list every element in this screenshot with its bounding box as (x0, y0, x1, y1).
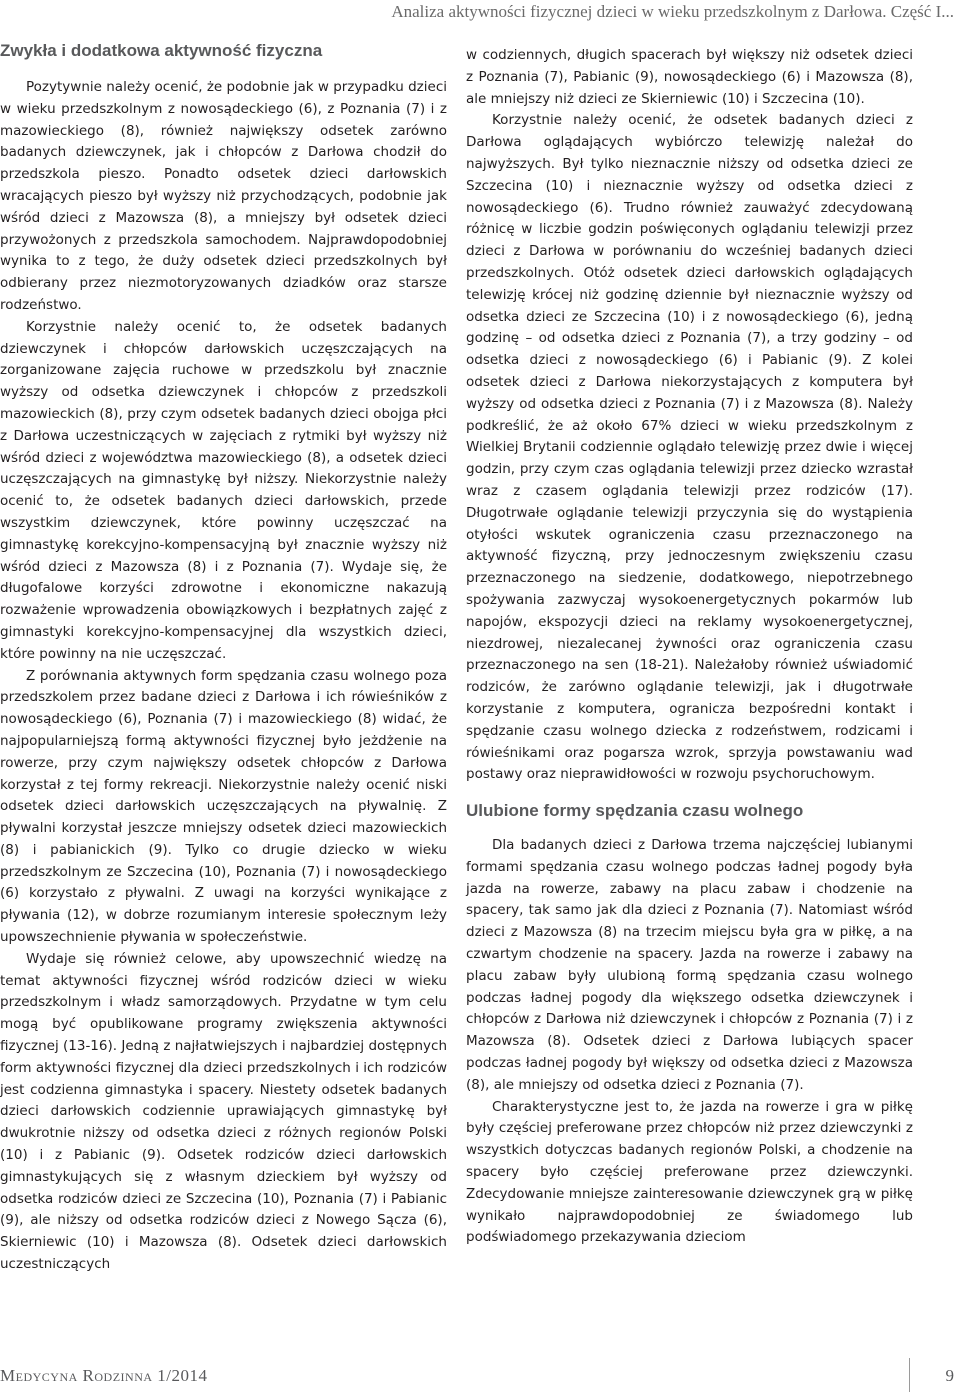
footer-divider (909, 1358, 910, 1392)
section-heading-activity: Zwykła i dodatkowa aktywność fizyczna (0, 41, 323, 60)
paragraph: w codziennych, długich spacerach był większy niż odsetek dzieci z Poznania (7), Pabianic (9), nowosądeckiego (6) i Mazowsza (8), ale mniejszy niż dzieci ze Skierniewic (10) i Szczecina (10). (466, 47, 913, 107)
paragraph: Wydaje się również celowe, aby upowszechnić wiedzę na temat aktywności fizycznej wśród rodziców dzieci w wieku przedszkolnym i władz samorządowych. Przydatne w tym celu mogą być opublikowane programy zwiększenia aktywności fizycznej (13-16). Jedną z najłatwiejszych i najbardziej dostępnych form aktywności fizycznej dla dzieci przedszkolnych i ich rodziców jest codzienna gimnastyka i spacery. Niestety odsetek badanych dzieci darłowskich codziennie uprawiających gimnastykę był dwukrotnie niższy od odsetka dzieci z różnych regionów Polski (10) i z Pabianic (9). Odsetek rodziców dzieci darłowskich gimnastykujących się z własnym dzieckiem był wyższy od odsetka rodziców dzieci ze Szczecina (10), Poznania (7) i Pabianic (9), ale niższy od odsetka rodziców dzieci z Nowego Sącza (6), Skierniewic (10) i Mazowsza (8). Odsetek dzieci darłowskich uczestniczących (0, 950, 447, 1273)
paragraph: Korzystnie należy ocenić, że odsetek badanych dzieci z Darłowa oglądających wybiórczo telewizję należał do najwyższych. Był tylko nieznacznie niższy od odsetka dzieci ze Szczecina (10) i nieznacznie wyższy od odsetka dzieci z nowosądeckiego (6). Trudno również zauważyć zdecydowaną różnicę w liczbie godzin poświęconych oglądaniu telewizji przez dzieci z Darłowa w porównaniu do wcześniej badanych dzieci przedszkolnych. Otóż odsetek dzieci darłowskich oglądających telewizję krócej niż godzinę dziennie był nieznacznie wyższy od odsetka dzieci ze Szczecina (10) i z nowosądeckiego (6), jedną godzinę – od odsetka dzieci z Poznania (7), a trzy godziny – od odsetka dzieci z nowosądeckiego (6) i Pabianic (9). Z kolei odsetek dzieci z Darłowa niekorzystających z komputera był wyższy od odsetka dzieci z Poznania (7) i z Mazowsza (8). Należy podkreślić, że aż około 67% dzieci w wieku przedszkolnym z Wielkiej Brytanii codziennie oglądało telewizję przez dwie i więcej godzin, przy czym czas oglądania telewizji przez dziecko wzrastał wraz z czasem oglądania telewizji przez rodziców (17). Długotrwałe oglądanie telewizji przyczynia się do wystąpienia otyłości wskutek ograniczenia czasu przeznaczonego na aktywność fizyczną, przy jednoczesnym zwiększeniu czasu przeznaczonego na siedzenie, dodatkowego, niepotrzebnego spożywania zazwyczaj wysokoenergetycznych pokarmów lub napojów, ekspozycji dzieci na reklamy wysokoenergetycznej, niezdrowej, niezalecanej żywności oraz ograniczenia czasu przeznaczonego na sen (18-21). Należałoby również uświadomić rodziców, że zarówno oglądanie telewizji, jak i długotrwałe korzystanie z komputera, ogranicza bezpośredni kontakt i spędzanie czasu wolnego dziecka z rodzeństwem, rodzicami i rówieśnikami oraz pogarsza wzrok, sprzyja powstawaniu wad postawy oraz nieprawidłowości w rozwoju psychoruchowym. (466, 112, 913, 783)
section-heading-leisure: Ulubione formy spędzania czasu wolnego (466, 801, 804, 821)
journal-name: Medycyna Rodzinna 1/2014 (0, 1366, 208, 1385)
paragraph: Pozytywnie należy ocenić, że podobnie jak w przypadku dzieci w wieku przedszkolnym z nowosądeckiego (6), z Poznania (7) i z mazowieckiego (8), również największy odsetek zarówno badanych dziewczynek, jak i chłopców z Darłowa chodził do przedszkola pieszo. Ponadto odsetek dzieci darłowskich wracających pieszo był wyższy niż przychodzących, podobnie jak wśród dzieci z Mazowsza (8), a mniejszy był odsetek dzieci przywożonych z przedszkola samochodem. Najprawdopodobniej wynika to z tego, że duży odsetek dzieci przedszkolnych był odbierany przez niezmotoryzowanych dziadków oraz starsze rodzeństwo. (0, 79, 447, 313)
running-title: Analiza aktywności fizycznej dzieci w wieku przedszkolnym z Darłowa. Część I... (391, 2, 954, 21)
paragraph: Z porównania aktywnych form spędzania czasu wolnego poza przedszkolem przez badane dzieci z Darłowa i ich rówieśników z nowosądeckiego (6), Poznania (7) i mazowieckiego (8) widać, że najpopularniejszą formą aktywności fizycznej było jeżdżenie na rowerze, przy czym największy odsetek chłopców z Darłowa korzystał z tej formy rekreacji. Niekorzystnie należy ocenić niski odsetek dzieci darłowskich uczęszczających na pływalnię. Z pływalni korzystał jeszcze mniejszy odsetek dzieci mazowieckich (8) i pabianickich (9). Tylko co drugie dziecko w wieku przedszkolnym ze Szczecina (10), Poznania (7) i nowosądeckiego (6) korzystało z pływalni. Z uwagi na korzyści wynikające z pływania (12), w dobrze rozumianym interesie społecznym leży upowszechnienie pływania w społeczeństwie. (0, 667, 447, 946)
paragraph: Charakterystyczne jest to, że jazda na rowerze i gra w piłkę były częściej preferowane przez chłopców niż przez dziewczynki z wszystkich dotyczcas badanych regionów Polski, a chodzenie na spacery było częściej preferowane przez dziewczynki. Zdecydowanie mniejsze zainteresowanie dziewczynek grą w piłkę wynikało najprawdopodobniej ze świadomego lub podświadomego przekazywania dzieciom (466, 1098, 913, 1246)
paragraph: Korzystnie należy ocenić to, że odsetek badanych dziewczynek i chłopców darłowskich uczęszczających na zorganizowane zajęcia ruchowe w przedszkolu był znacznie wyższy od odsetka dziewczynek i chłopców z przedszkoli mazowieckich (8), przy czym odsetek badanych dzieci obojga płci z Darłowa uczestniczących w zajęciach z rytmiki był wyższy niż wśród dzieci z województwa mazowieckiego (8), a odsetek dzieci uczęszczających na gimnastykę był niższy. Niekorzystnie należy ocenić to, że odsetek badanych dzieci darłowskich, przede wszystkim dziewczynek, które powinny uczęszczać na gimnastykę korekcyjno-kompensacyjną był znacznie wyższy niż wśród dzieci z Mazowsza (8) i z Poznania (7). Wydaje się, że długofalowe korzyści zdrowotne i ekonomiczne nakazują rozważenie wprowadzenia obowiązkowych i bezpłatnych zajęć z gimnastyki korekcyjno-kompensacyjnej dla wszystkich dzieci, które powinny na nie uczęszczać. (0, 318, 447, 662)
left-column (0, 40, 447, 1276)
page-number: 9 (945, 1366, 954, 1385)
right-column (466, 45, 913, 1249)
paragraph: Dla badanych dzieci z Darłowa trzema najczęściej lubianymi formami spędzania czasu wolnego podczas ładnej pogody była jazda na rowerze, zabawy na placu zabaw i chodzenie na spacery, tak samo jak dla dzieci z Poznania (7). Natomiast wśród dzieci z Mazowsza (8) na trzecim miejscu była gra w piłkę, a na czwartym chodzenie na spacery. Jazda na rowerze i zabawy na placu zabaw były ulubioną formą spędzania czasu wolnego podczas ładnej pogody dla większego odsetka dziewczynek i chłopców z Darłowa niż dziewczynek i chłopców z Poznania (7) i z Mazowsza (8). Odsetek dzieci z Darłowa lubiących spacer podczas ładnej pogody był większy od odsetka dzieci z Mazowsza (8), ale mniejszy od odsetka dzieci z Poznania (7). (466, 837, 913, 1093)
